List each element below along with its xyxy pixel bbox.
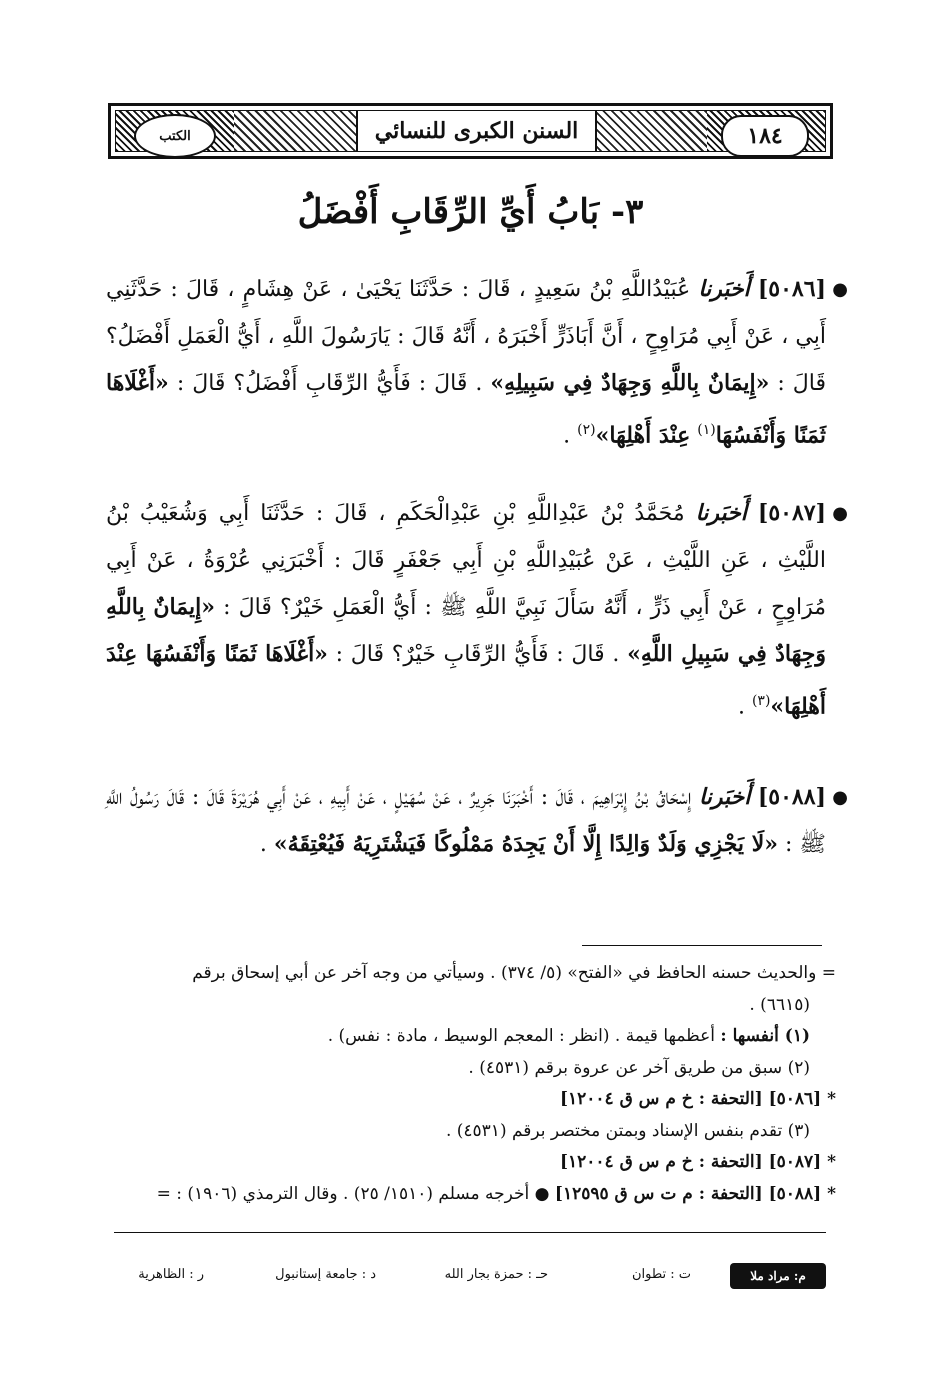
- emblem-seal-icon: الكتب: [134, 114, 216, 158]
- hadith-end: .: [563, 423, 571, 449]
- left-ornament: [116, 111, 234, 151]
- manuscript-d: د : جامعة إستانبول: [275, 1267, 376, 1282]
- hadith-number: [٥٠٨٦]: [757, 276, 826, 302]
- matn-quote: «إِيمَانٌ بِاللَّهِ وَجِهَادٌ فِي سَبِيلِهِ»: [490, 370, 770, 396]
- tuhfa-ref-5088-text: ● أخرجه مسلم (١٥١٠/ ٢٥) . وقال الترمذي (١٩٠٦) : =: [156, 1183, 550, 1204]
- akhbarana-keyword: أَخبَرنا: [699, 784, 751, 810]
- footnote-1-text: أعظمها قيمة . (انظر : المعجم الوسيط ، مادة : نفس) .: [327, 1026, 715, 1046]
- footnote-ref: (٣): [751, 693, 771, 709]
- footnotes: [106, 958, 836, 1210]
- matn-quote: «لَا يَجْزِي وَلَدٌ وَالِدًا إِلَّا أَنْ يَجِدَهُ مَمْلُوكًا فَيَشْتَرِيَهُ فَيُعْتِقَهُ»: [273, 831, 779, 857]
- hadith-text: . قَالَ : فَأَيُّ الرِّقَابِ خَيْرٌ؟ قَالَ :: [335, 642, 620, 667]
- matn-quote: «إِيمَانٌ بِاللَّهِ وَجِهَادٌ فِي سَبِيلِ اللَّهِ»: [106, 594, 827, 667]
- tuhfa-ref-5087: * [٥٠٨٧] [التحفة : خ م س ق ١٢٠٠٤]: [559, 1152, 836, 1172]
- running-header: [108, 103, 833, 159]
- hadith-number: [٥٠٨٨]: [757, 784, 826, 810]
- tuhfa-ref-5086: * [٥٠٨٦] [التحفة : خ م س ق ١٢٠٠٤]: [559, 1089, 836, 1109]
- footnote-ref: (٢): [577, 422, 596, 438]
- manuscript-h: حـ : حمزة بجار الله: [444, 1267, 548, 1282]
- manuscript-legend: [114, 1263, 826, 1291]
- footnote-2: (٢) سبق من طريق آخر عن عروة برقم (٤٥٣١) .: [468, 1057, 810, 1078]
- bottom-separator: [114, 1232, 826, 1233]
- tuhfa-ref-5088-label: * [٥٠٨٨] [التحفة : م ت س ق ١٢٥٩٥]: [554, 1183, 836, 1204]
- chapter-heading: ٣- بَابُ أَيِّ الرِّقَابِ أَفْضَلُ: [297, 192, 644, 232]
- isnad-text: عُبَيْدُاللَّهِ بْنُ سَعِيدٍ ، قَالَ : حَدَّثَنَا يَحْيَىٰ ، عَنْ هِشَامٍ ، قَالَ : حَدَّثَنِي أَبِي ، عَنْ أَبِي مُرَاوِحٍ ، أَنَّ أَبَاذَرٍّ أَخْبَرَهُ ، أَنَّهُ قَالَ : يَارَسُولَ اللَّهِ ، أَيُّ الْعَمَلِ أَفْضَلُ؟ قَالَ :: [106, 277, 827, 396]
- footnote-3: (٣) تقدم بنفس الإسناد وبمتن مختصر برقم (٤٥٣١) .: [445, 1120, 810, 1141]
- bullet-icon: ●: [832, 279, 848, 300]
- right-ornament: [707, 111, 825, 151]
- page-number: ١٨٤: [721, 115, 809, 157]
- bullet-icon: ●: [832, 787, 848, 808]
- footnote-continuation: (٦٦١٥) .: [749, 994, 810, 1015]
- hadith-5087: [106, 490, 848, 730]
- hadith-text: . قَالَ : فَأَيُّ الرِّقَابِ أَفْضَلُ؟ قَالَ :: [176, 371, 483, 396]
- footnote-1: [106, 1021, 836, 1053]
- tuhfa-ref-5088: [106, 1179, 836, 1211]
- footnote-continuation: = والحديث حسنه الحافظ في «الفتح» (٥/ ٣٧٤) . وسيأتي من وجه آخر عن أبي إسحاق برقم: [192, 963, 836, 983]
- isnad-text: إِسْحَاقُ بْنُ إِبْرَاهِيمَ ، قَالَ : أَخْبَرَنَا جَرِيرٌ ، عَنْ سُهَيْلٍ ، عَنْ أَبِيهِ ، عَنْ أَبِي هُرَيْرَةَ قَالَ : قَالَ رَسُولُ اللَّهِ ﷺ :: [106, 785, 826, 857]
- hadith-5088: [106, 774, 848, 868]
- hadith-end: .: [259, 832, 267, 857]
- isnad-text: مُحَمَّدُ بْنُ عَبْدِاللَّهِ بْنِ عَبْدِالْحَكَمِ ، قَالَ : حَدَّثَنَا أَبِي وَشُعَيْبُ بْنُ اللَّيْثِ ، عَنِ اللَّيْثِ ، عَنْ عُبَيْدِاللَّهِ بْنِ أَبِي جَعْفَرٍ قَالَ : أَخْبَرَنِي عُرْوَةُ ، عَنْ أَبِي مُرَاوِحٍ ، عَنْ أَبِي ذَرٍّ ، أَنَّهُ سَأَلَ نَبِيَّ اللَّهِ ﷺ : أَيُّ الْعَمَلِ خَيْرٌ؟ قَالَ :: [106, 501, 826, 620]
- hadith-5086: [106, 266, 848, 459]
- matn-quote: عِنْدَ أَهْلِهَا»: [595, 422, 691, 449]
- manuscript-r: ر : الظاهرية: [138, 1267, 204, 1282]
- footnote-ref: (١): [697, 422, 716, 438]
- manuscript-badge: م: مراد ملا: [730, 1263, 826, 1289]
- header-ornamental-frame: [115, 110, 826, 152]
- akhbarana-keyword: أَخبَرنا: [698, 276, 750, 302]
- footnote-separator: [582, 945, 822, 946]
- bullet-icon: ●: [832, 503, 848, 524]
- hadith-number: [٥٠٨٧]: [757, 500, 826, 526]
- matn-quote: «أَغْلَاهَا ثَمَنًا وَأَنْفَسُهَا: [106, 370, 826, 449]
- book-title: السنن الكبرى للنسائي: [356, 111, 597, 151]
- matn-quote: «أَغْلَاهَا ثَمَنًا وَأَنْفَسُهَا عِنْدَ أَهْلِهَا»: [106, 641, 826, 720]
- akhbarana-keyword: أَخبَرنا: [695, 500, 747, 526]
- hadith-end: .: [737, 694, 745, 720]
- footnote-1-label: (١) أنفسها :: [720, 1026, 810, 1046]
- manuscript-t: ت : تطوان: [631, 1267, 691, 1282]
